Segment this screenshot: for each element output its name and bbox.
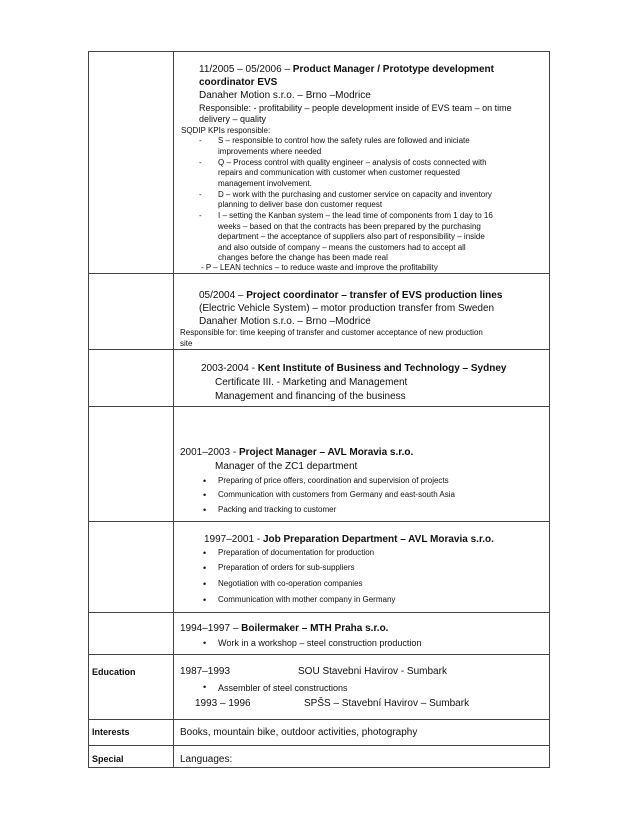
row-divider (88, 349, 550, 350)
education-label: Education (92, 667, 136, 677)
bullet: • (203, 548, 207, 558)
interests-label: Interests (92, 727, 130, 737)
kpi-dash: - (199, 136, 202, 145)
interests-value: Books, mountain bike, outdoor activities, photography (180, 727, 418, 738)
avl-pm-bullet: Packing and tracking to customer (218, 505, 337, 514)
mth-header (180, 622, 388, 635)
bullet: • (203, 490, 207, 500)
column-divider (173, 51, 174, 767)
kpi-q-line: management involvement. (218, 179, 312, 188)
evs-manager-header (199, 63, 494, 76)
kpi-d-line: planning to deliver base don customer request (218, 200, 383, 209)
evs-manager-dates: 11/2005 – 05/2006 – (199, 64, 293, 75)
evs-coordinator-title: Project coordinator – transfer of EVS production lines (246, 290, 503, 301)
mth-title: Boilermaker – MTH Praha s.r.o. (241, 623, 389, 634)
kent-line: Certificate III. - Marketing and Management (215, 377, 408, 388)
avl-job-header (204, 533, 494, 546)
avl-job-title: Job Preparation Department – AVL Moravia s.r.o. (262, 534, 494, 545)
kpi-s-line: improvements where needed (218, 147, 322, 156)
row-divider (88, 406, 550, 407)
avl-pm-bullet: Preparing of price offers, coordination and supervision of projects (218, 476, 449, 485)
row-divider (88, 521, 550, 522)
evs-manager-company: Danaher Motion s.r.o. – Brno –Modrice (199, 90, 371, 101)
kent-line: Management and financing of the business (215, 391, 406, 402)
kpi-dash: - (199, 190, 202, 199)
kpi-q-line: Q – Process control with quality engineer – analysis of costs connected with (218, 158, 487, 167)
bullet: • (203, 638, 207, 648)
kpi-title: SQDIP KPIs responsible: (181, 126, 271, 135)
evs-manager-responsible-cont: delivery – quality (199, 114, 267, 124)
education-bullet: Assembler of steel constructions (218, 683, 348, 693)
avl-pm-subtitle: Manager of the ZC1 department (215, 461, 358, 472)
bullet: • (203, 579, 207, 589)
kpi-i-line: and also outside of company – means the customers had to accept all (218, 243, 466, 252)
mth-dates: 1994–1997 – (180, 623, 242, 634)
evs-manager-title-cont: coordinator EVS (199, 77, 278, 88)
avl-job-bullet: Preparation of documentation for production (218, 548, 375, 557)
evs-coordinator-dates: 05/2004 – (199, 290, 247, 301)
kpi-i-line: department – the acceptance of suppliers also part of responsibility – inside (218, 232, 485, 241)
bullet: • (203, 476, 207, 486)
bullet: • (203, 682, 207, 692)
row-divider (88, 745, 550, 746)
mth-bullet: Work in a workshop – steel construction production (218, 638, 422, 648)
evs-manager-title: Product Manager / Prototype development (292, 64, 494, 75)
bullet: • (203, 595, 207, 605)
special-label: Special (92, 754, 124, 764)
avl-job-dates: 1997–2001 - (204, 534, 263, 545)
kpi-s-line: S – responsible to control how the safety rules are followed and iniciate (218, 136, 470, 145)
evs-coordinator-line: (Electric Vehicle System) – motor production transfer from Sweden (199, 303, 495, 314)
evs-coordinator-resp: Responsible for: time keeping of transfer and customer acceptance of new production (180, 328, 483, 337)
kpi-dash: - (199, 158, 202, 167)
special-value: Languages: (180, 754, 233, 765)
row-divider (88, 654, 550, 655)
avl-job-bullet: Communication with mother company in Germany (218, 595, 396, 604)
kpi-dash: - (199, 211, 202, 220)
row-divider (88, 719, 550, 720)
avl-job-bullet: Negotiation with co-operation companies (218, 579, 363, 588)
kent-dates: 2003-2004 - (201, 363, 258, 374)
education-school: SPŠS – Stavební Havirov – Sumbark (304, 698, 470, 709)
kpi-i-line: changes before the change has been made real (218, 253, 388, 262)
education-dates: 1993 – 1996 (195, 698, 251, 709)
kpi-lean-line: - P – LEAN technics – to reduce waste and improve the profitability (201, 263, 438, 272)
avl-pm-dates: 2001–2003 - (180, 447, 239, 458)
kpi-i-line: I – setting the Kanban system – the lead time of components from 1 day to 16 (218, 211, 493, 220)
evs-coordinator-resp-cont: site (180, 339, 193, 348)
avl-job-bullet: Preparation of orders for sub-suppliers (218, 563, 355, 572)
avl-pm-title: Project Manager – AVL Moravia s.r.o. (238, 447, 414, 458)
kent-header (201, 362, 506, 375)
kent-title: Kent Institute of Business and Technology – Sydney (257, 363, 507, 374)
kpi-d-line: D – work with the purchasing and customer service on capacity and inventory (218, 190, 492, 199)
education-school: SOU Stavebni Havirov - Sumbark (298, 666, 447, 677)
avl-pm-bullet: Communication with customers from Germany and east-south Asia (218, 490, 455, 499)
avl-pm-header (180, 446, 413, 459)
row-divider (88, 612, 550, 613)
evs-coordinator-line: Danaher Motion s.r.o. – Brno –Modrice (199, 316, 371, 327)
evs-coordinator-header (199, 289, 502, 302)
kpi-i-line: weeks – based on that the contracts has been prepared by the purchasing (218, 222, 481, 231)
evs-manager-responsible: Responsible: - profitability – people development inside of EVS team – on time (199, 103, 512, 113)
education-dates: 1987–1993 (180, 666, 231, 677)
bullet: • (203, 563, 207, 573)
bullet: • (203, 505, 207, 515)
kpi-q-line: repairs and communication with customer when customer requested (218, 168, 460, 177)
